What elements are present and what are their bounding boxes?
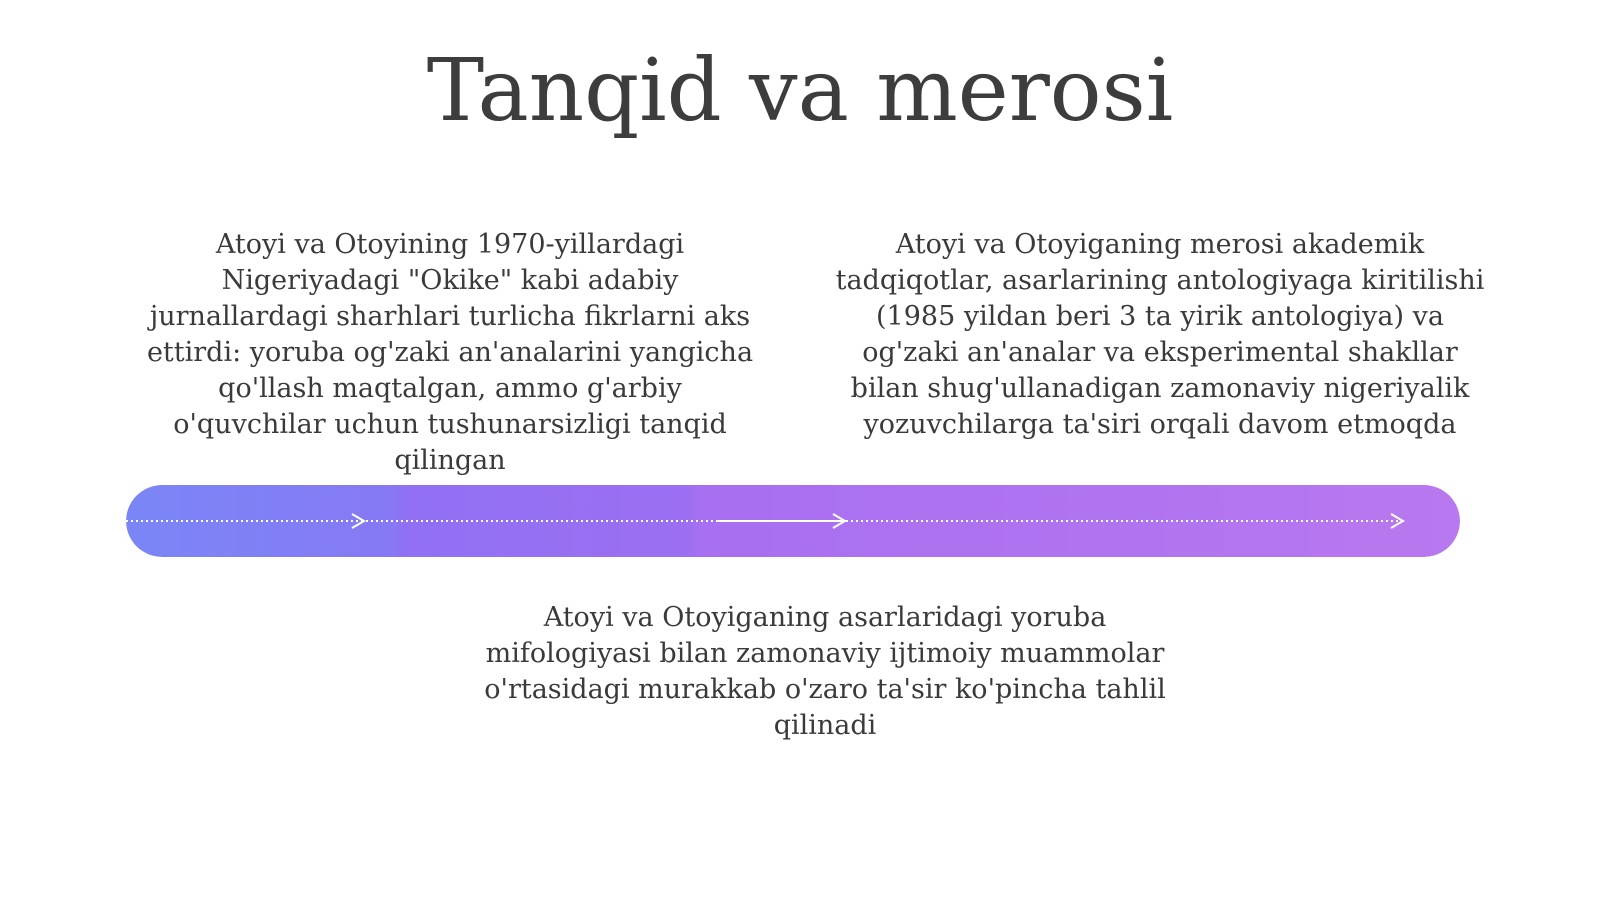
timeline-graphic [126, 485, 1460, 557]
slide-title: Tanqid va merosi [426, 41, 1174, 141]
timeline-bar [126, 485, 1460, 557]
text-block-bottom: Atoyi va Otoyiganing asarlaridagi yoruba mifologiyasi bilan zamonaviy ijtimoiy muammolar o'rtasidagi murakkab o'zaro ta'sir ko'pincha tahlil qilinadi [484, 602, 1166, 741]
text-block-left: Atoyi va Otoyining 1970-yillardagi Nigeriyadagi "Okike" kabi adabiy jurnallardagi sharhlari turlicha fikrlarni aks ettirdi: yoruba og'zaki an'analarini yangicha qo'llash maqtalgan, ammo g'arbiy o'quvchilar uchun tushunarsizligi tanqid qilingan [146, 229, 754, 476]
text-block-right: Atoyi va Otoyiganing merosi akademik tadqiqotlar, asarlarining antologiyaga kiritilishi (1985 yildan beri 3 ta yirik antologiya) va og'zaki an'analar va eksperimental shakllar bilan shug'ullanadigan zamonaviy nigeriyalik yozuvchilarga ta'siri orqali davom etmoqda [835, 229, 1485, 440]
